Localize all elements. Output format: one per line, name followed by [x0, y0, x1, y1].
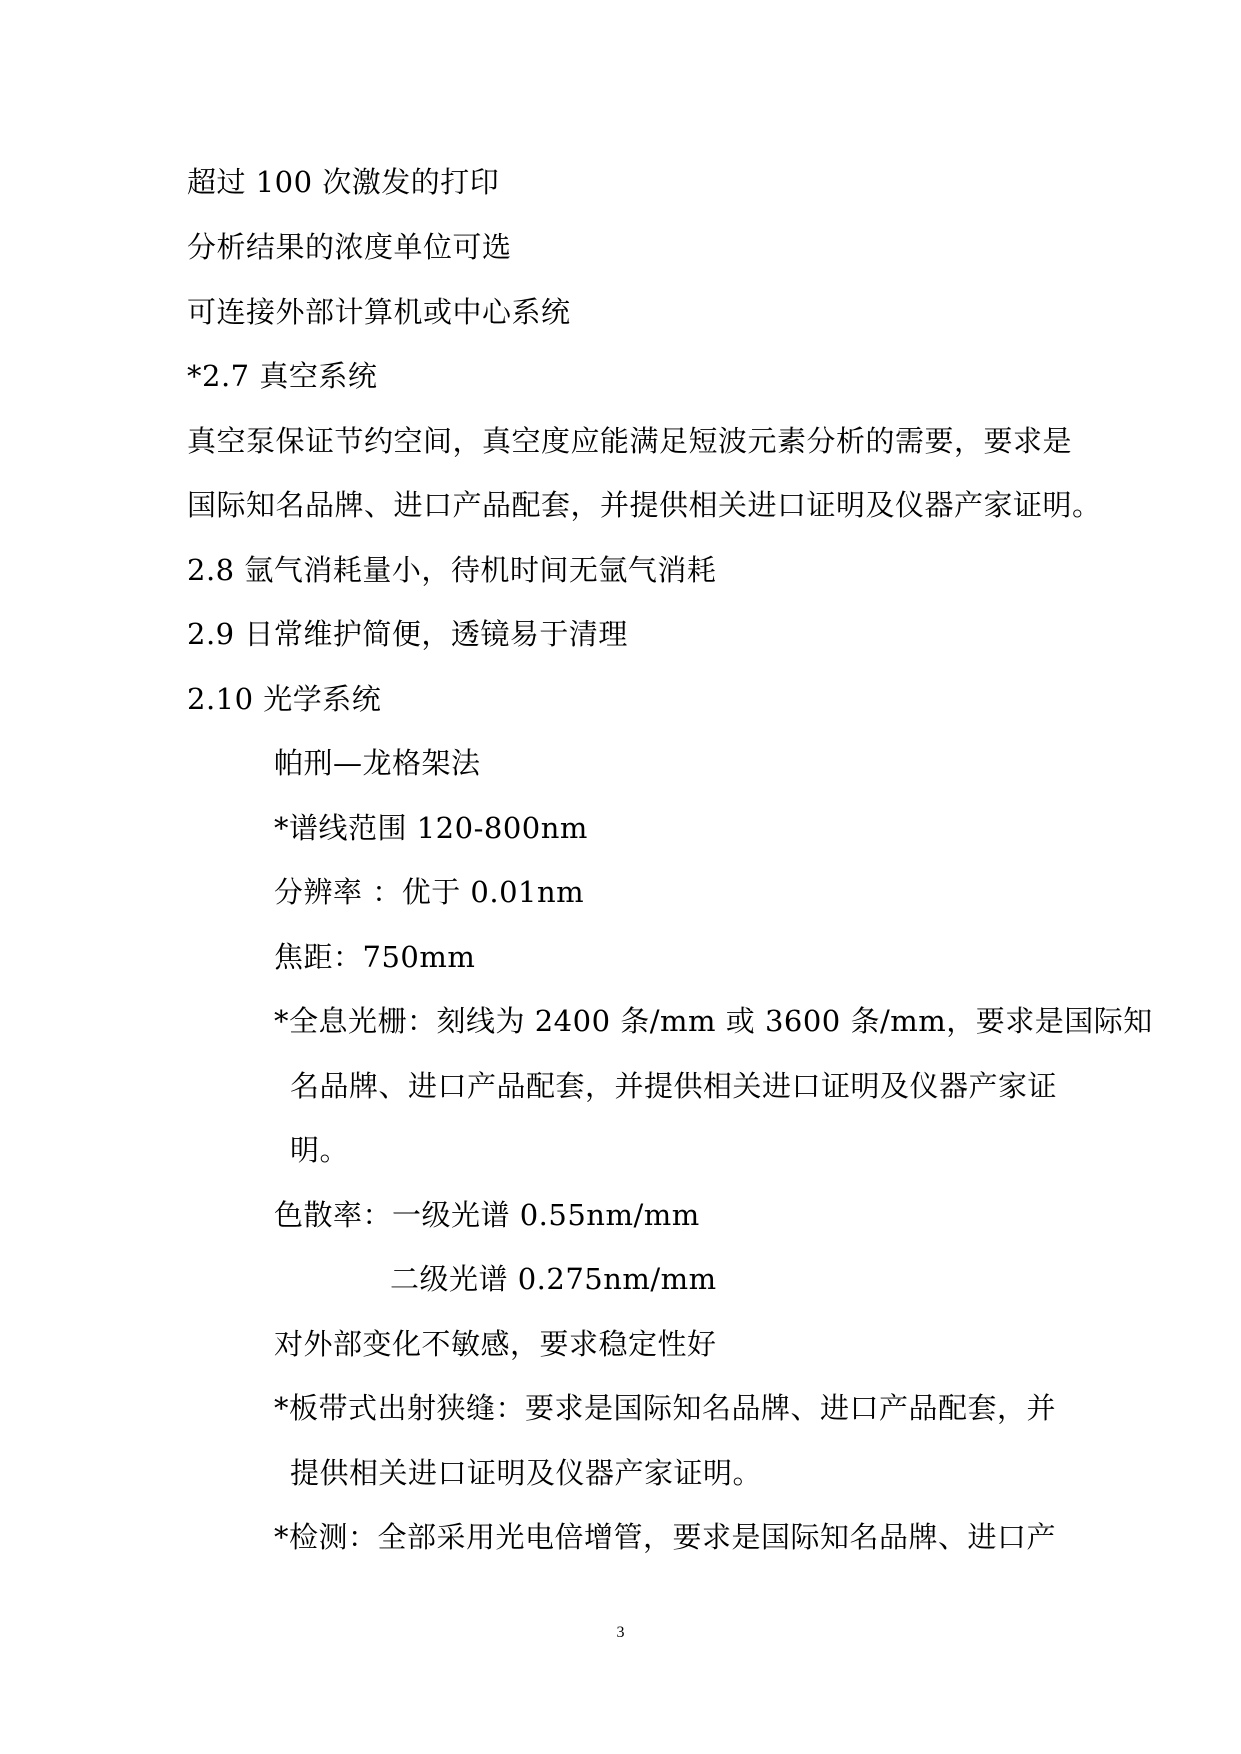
text-line: 焦距：750mm — [274, 940, 476, 974]
text-line: 分析结果的浓度单位可选 — [187, 230, 512, 264]
text-line: 对外部变化不敏感，要求稳定性好 — [274, 1327, 717, 1361]
text-line: 可连接外部计算机或中心系统 — [187, 295, 571, 329]
section-heading: 2.10 光学系统 — [187, 682, 382, 716]
text-line: *全息光栅：刻线为 2400 条/mm 或 3600 条/mm，要求是国际知 — [274, 1004, 1153, 1038]
text-line: 明。 — [290, 1133, 350, 1167]
text-line: 提供相关进口证明及仪器产家证明。 — [290, 1456, 763, 1490]
text-line: 国际知名品牌、进口产品配套，并提供相关进口证明及仪器产家证明。 — [187, 488, 1102, 522]
text-line: 帕刑—龙格架法 — [274, 746, 481, 780]
section-heading: 2.8 氩气消耗量小，待机时间无氩气消耗 — [187, 553, 717, 587]
text-line: *检测：全部采用光电倍增管，要求是国际知名品牌、进口产 — [274, 1520, 1057, 1554]
page-number: 3 — [616, 1624, 625, 1641]
section-heading: 2.9 日常维护简便，透镜易于清理 — [187, 617, 628, 651]
text-line: *谱线范围 120-800nm — [274, 811, 588, 845]
text-line: 二级光谱 0.275nm/mm — [390, 1262, 717, 1296]
text-line: 超过 100 次激发的打印 — [187, 165, 500, 199]
text-line: 名品牌、进口产品配套，并提供相关进口证明及仪器产家证 — [290, 1069, 1058, 1103]
text-line: *板带式出射狭缝：要求是国际知名品牌、进口产品配套，并 — [274, 1391, 1057, 1425]
text-line: 色散率：一级光谱 0.55nm/mm — [274, 1198, 700, 1232]
text-line: 真空泵保证节约空间，真空度应能满足短波元素分析的需要，要求是 — [187, 424, 1073, 458]
section-heading: *2.7 真空系统 — [187, 359, 378, 393]
text-line: 分辨率 ：优于 0.01nm — [274, 875, 585, 909]
